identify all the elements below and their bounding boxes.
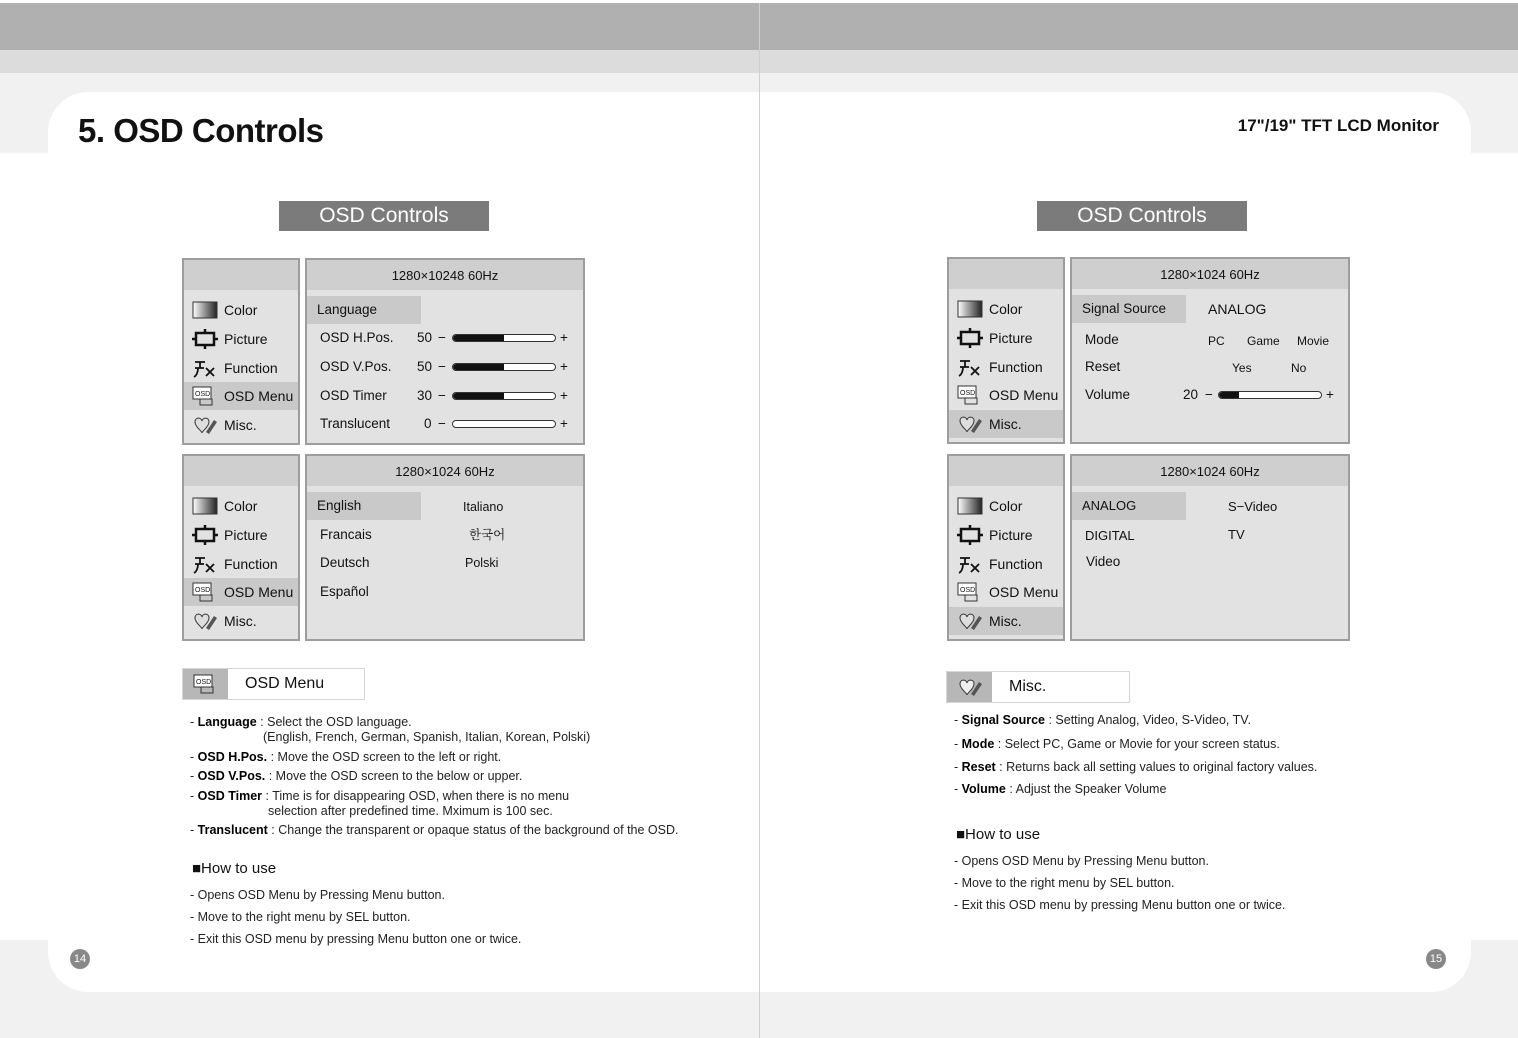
osd-menu-section-head: [182, 668, 365, 700]
timer-slider[interactable]: [452, 392, 556, 400]
osd-menu-icon: [957, 384, 983, 406]
mode-option-game[interactable]: Game: [1247, 334, 1280, 348]
slider-fill: [453, 364, 504, 370]
misc-settings-panel: [1070, 257, 1350, 444]
picture-icon: [192, 524, 218, 546]
menu-item-color[interactable]: [192, 492, 298, 520]
desc-text: : Setting Analog, Video, S-Video, TV.: [1045, 713, 1251, 727]
icon-box: [183, 669, 228, 699]
how-to-use-step: - Exit this OSD menu by pressing Menu button one or twice.: [190, 932, 522, 946]
osd-settings-panel: [305, 258, 585, 445]
minus-sign: −: [438, 330, 446, 345]
language-deutsch[interactable]: Deutsch: [320, 555, 370, 570]
desc-text: : Time is for disappearing OSD, when there is no menu: [262, 789, 570, 803]
menu-item-label: Function: [224, 556, 278, 572]
function-icon: [957, 356, 983, 378]
desc-term: Language: [197, 715, 257, 729]
desc-text: : Adjust the Speaker Volume: [1005, 782, 1167, 796]
desc-term: Reset: [961, 760, 996, 774]
desc-mode: - Mode : Select PC, Game or Movie for your screen status.: [954, 737, 1280, 751]
language-panel: [305, 454, 585, 641]
setting-language[interactable]: Language: [307, 296, 421, 324]
menu-item-label: Picture: [224, 527, 268, 543]
desc-language: - Language : Select the OSD language.: [190, 715, 412, 729]
how-to-use-title-left: ■How to use: [192, 860, 277, 877]
plus-sign: +: [560, 359, 568, 374]
desc-term: Translucent: [197, 823, 268, 837]
menu-item-label: OSD Menu: [989, 387, 1059, 403]
misc-icon: [192, 610, 218, 632]
desc-term: OSD H.Pos.: [197, 750, 268, 764]
misc-section-head: [946, 671, 1130, 703]
osd-menu-icon: [192, 385, 218, 407]
resolution-readout: 1280×1024 60Hz: [1072, 259, 1348, 289]
menu-item-osd-menu[interactable]: [957, 381, 1063, 409]
menu-header: [949, 259, 1063, 289]
osd-menu-list: [182, 258, 300, 445]
menu-item-color[interactable]: [192, 296, 298, 324]
desc-text: : Move the OSD screen to the left or right.: [267, 750, 502, 764]
menu-item-picture[interactable]: [192, 325, 298, 353]
menu-item-label: Misc.: [224, 417, 257, 433]
desc-language-list: [263, 730, 590, 745]
osd-menu-icon: [192, 581, 218, 603]
hpos-slider[interactable]: [452, 334, 556, 342]
misc-icon: [957, 413, 983, 435]
menu-item-misc[interactable]: [192, 607, 298, 635]
menu-item-color[interactable]: [957, 492, 1063, 520]
page-number-left: 14: [70, 949, 90, 969]
menu-item-misc[interactable]: [949, 607, 1063, 635]
color-icon: [192, 495, 218, 517]
signal-source-value: ANALOG: [1208, 301, 1267, 317]
menu-item-label: Color: [989, 498, 1023, 514]
desc-term: Signal Source: [961, 713, 1045, 727]
how-to-use-step: - Opens OSD Menu by Pressing Menu button.: [954, 854, 1209, 868]
menu-item-osd-menu[interactable]: [184, 578, 298, 606]
source-tv[interactable]: TV: [1228, 527, 1245, 542]
minus-sign: −: [438, 416, 446, 431]
slider-fill: [453, 335, 504, 341]
setting-signal-source[interactable]: Signal Source: [1072, 295, 1186, 323]
chapter-title: 5. OSD Controls: [78, 112, 324, 149]
desc-signal-source: - Signal Source : Setting Analog, Video, S-Video, TV.: [954, 713, 1251, 727]
osd-menu-icon: [957, 581, 983, 603]
misc-icon: [192, 414, 218, 436]
menu-item-label: Picture: [224, 331, 268, 347]
osd-menu-list: [947, 454, 1065, 641]
source-video[interactable]: Video: [1086, 554, 1121, 569]
menu-item-function[interactable]: [957, 353, 1063, 381]
slider-fill: [453, 393, 504, 399]
language-korean[interactable]: 한국어: [469, 528, 506, 542]
menu-item-label: Picture: [989, 527, 1033, 543]
slider-fill: [1219, 392, 1239, 398]
menu-item-picture[interactable]: [957, 324, 1063, 352]
picture-icon: [957, 524, 983, 546]
how-to-use-title-right: ■How to use: [956, 826, 1041, 843]
reset-option-yes[interactable]: Yes: [1232, 361, 1252, 375]
how-to-use-step: - Move to the right menu by SEL button.: [954, 876, 1175, 890]
desc-translucent: - Translucent : Change the transparent or opaque status of the background of the OSD.: [190, 823, 679, 837]
resolution-readout: 1280×10248 60Hz: [307, 260, 583, 290]
mode-option-movie[interactable]: Movie: [1297, 334, 1330, 348]
setting-label: OSD Timer: [320, 388, 387, 403]
menu-item-osd-menu[interactable]: [957, 578, 1063, 606]
desc-text: : Move the OSD screen to the below or upper.: [265, 769, 523, 783]
menu-item-picture[interactable]: [957, 521, 1063, 549]
right-section-banner: OSD Controls: [1037, 201, 1247, 231]
menu-item-function[interactable]: [957, 550, 1063, 578]
desc-timer-cont: [268, 804, 553, 819]
language-francais[interactable]: Francais: [320, 527, 372, 542]
plus-sign: +: [560, 330, 568, 345]
plus-sign: +: [560, 388, 568, 403]
osd-menu-list: [947, 257, 1065, 444]
menu-item-misc[interactable]: [949, 410, 1063, 438]
reset-option-no[interactable]: No: [1291, 361, 1307, 375]
desc-text: selection after predefined time. Mximum is 100 sec.: [268, 804, 553, 818]
translucent-slider[interactable]: [452, 420, 556, 428]
section-title: Misc.: [1009, 678, 1047, 695]
picture-icon: [957, 327, 983, 349]
how-to-use-step: - Exit this OSD menu by pressing Menu button one or twice.: [954, 898, 1286, 912]
section-title: OSD Menu: [245, 675, 325, 692]
desc-reset: - Reset : Returns back all setting values to original factory values.: [954, 760, 1318, 774]
osd-menu-list: [182, 454, 300, 641]
svg-text:OSD: OSD: [195, 587, 211, 594]
function-icon: [192, 553, 218, 575]
menu-header: [184, 456, 298, 486]
how-to-use-step: - Move to the right menu by SEL button.: [190, 910, 411, 924]
left-section-banner: OSD Controls: [279, 201, 489, 231]
menu-item-misc[interactable]: [192, 411, 298, 439]
function-icon: [192, 357, 218, 379]
signal-source-panel: [1070, 454, 1350, 641]
svg-text:OSD: OSD: [960, 587, 976, 594]
menu-header: [184, 260, 298, 290]
menu-item-label: Function: [989, 556, 1043, 572]
setting-mode: Mode: [1085, 332, 1119, 347]
misc-icon: [957, 676, 983, 698]
menu-item-label: OSD Menu: [989, 584, 1059, 600]
desc-text: : Select PC, Game or Movie for your screen status.: [994, 737, 1280, 751]
menu-item-label: OSD Menu: [224, 584, 294, 600]
page-spine: [759, 3, 760, 1038]
desc-text: : Returns back all setting values to original factory values.: [995, 760, 1318, 774]
setting-value: 30: [417, 388, 433, 403]
menu-item-label: Misc.: [989, 416, 1022, 432]
icon-box: [947, 672, 992, 702]
setting-value: 50: [417, 330, 433, 345]
svg-text:OSD: OSD: [195, 391, 211, 398]
svg-text:OSD: OSD: [196, 679, 212, 686]
desc-term: OSD Timer: [197, 789, 263, 803]
desc-term: Volume: [961, 782, 1006, 796]
vpos-slider[interactable]: [452, 363, 556, 371]
how-to-use-step: - Opens OSD Menu by Pressing Menu button.: [190, 888, 445, 902]
source-s-video[interactable]: S−Video: [1228, 499, 1278, 514]
language-espanol[interactable]: Español: [320, 584, 369, 599]
minus-sign: −: [438, 359, 446, 374]
setting-label: OSD H.Pos.: [320, 330, 394, 345]
menu-item-label: Misc.: [224, 613, 257, 629]
source-analog[interactable]: ANALOG: [1072, 492, 1186, 520]
menu-item-label: Function: [989, 359, 1043, 375]
volume-slider[interactable]: [1218, 391, 1322, 399]
setting-reset: Reset: [1085, 359, 1121, 374]
resolution-readout: 1280×1024 60Hz: [1072, 456, 1348, 486]
menu-item-function[interactable]: [192, 354, 298, 382]
menu-item-label: Misc.: [989, 613, 1022, 629]
desc-hpos: - OSD H.Pos. : Move the OSD screen to the left or right.: [190, 750, 502, 764]
misc-icon: [957, 610, 983, 632]
setting-value: 0: [424, 416, 432, 431]
desc-text: (English, French, German, Spanish, Italian, Korean, Polski): [263, 730, 591, 744]
minus-sign: −: [438, 388, 446, 403]
menu-header: [949, 456, 1063, 486]
language-italiano[interactable]: Italiano: [463, 500, 504, 514]
color-icon: [957, 298, 983, 320]
menu-item-label: Picture: [989, 330, 1033, 346]
menu-item-label: OSD Menu: [224, 388, 294, 404]
osd-menu-icon: [193, 673, 219, 695]
source-digital[interactable]: DIGITAL: [1085, 528, 1135, 543]
color-icon: [957, 495, 983, 517]
resolution-readout: 1280×1024 60Hz: [307, 456, 583, 486]
svg-text:OSD: OSD: [960, 390, 976, 397]
menu-item-label: Color: [224, 498, 258, 514]
menu-item-color[interactable]: [957, 295, 1063, 323]
desc-term: Mode: [961, 737, 995, 751]
desc-term: OSD V.Pos.: [197, 769, 266, 783]
setting-label: OSD V.Pos.: [320, 359, 392, 374]
desc-text: : Select the OSD language.: [256, 715, 412, 729]
menu-item-picture[interactable]: [192, 521, 298, 549]
setting-label: Translucent: [320, 416, 391, 431]
desc-text: : Change the transparent or opaque status of the background of the OSD.: [267, 823, 679, 837]
language-polski[interactable]: Polski: [465, 556, 499, 570]
desc-volume: - Volume : Adjust the Speaker Volume: [954, 782, 1167, 796]
color-icon: [192, 299, 218, 321]
menu-item-function[interactable]: [192, 550, 298, 578]
setting-volume: Volume: [1085, 387, 1131, 402]
desc-timer: - OSD Timer : Time is for disappearing OSD, when there is no menu: [190, 789, 570, 803]
menu-item-label: Function: [224, 360, 278, 376]
plus-sign: +: [1326, 387, 1334, 402]
product-title: 17"/19" TFT LCD Monitor: [1237, 116, 1439, 135]
volume-value: 20: [1183, 387, 1199, 402]
menu-item-label: Color: [989, 301, 1023, 317]
menu-item-osd-menu[interactable]: [184, 382, 298, 410]
menu-item-label: Color: [224, 302, 258, 318]
function-icon: [957, 553, 983, 575]
page-number-right: 15: [1426, 949, 1446, 969]
desc-vpos: - OSD V.Pos. : Move the OSD screen to the below or upper.: [190, 769, 523, 783]
plus-sign: +: [560, 416, 568, 431]
picture-icon: [192, 328, 218, 350]
mode-option-pc[interactable]: PC: [1208, 334, 1225, 348]
language-english[interactable]: English: [307, 492, 421, 520]
minus-sign: −: [1205, 387, 1213, 402]
setting-value: 50: [417, 359, 433, 374]
